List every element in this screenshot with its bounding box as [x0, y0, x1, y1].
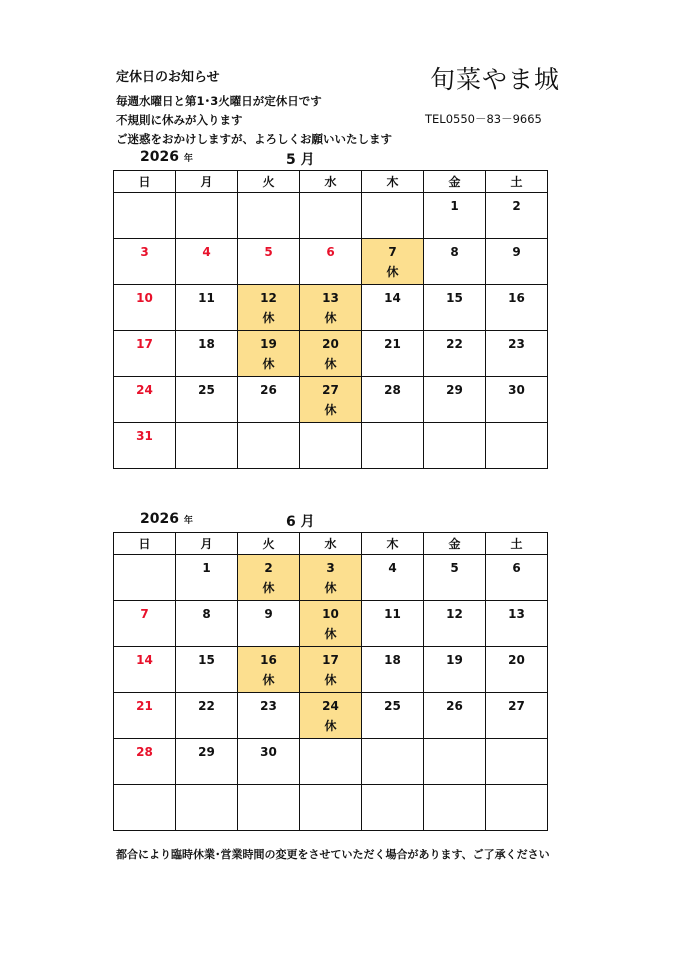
day-number: 16 — [260, 653, 277, 667]
weekday-header: 水 — [300, 533, 362, 555]
day-cell — [486, 555, 548, 601]
empty-day-cell — [300, 739, 362, 785]
note-line-2: 不規則に休みが入ります — [116, 113, 243, 127]
closed-mark: 休 — [324, 357, 337, 371]
day-cell — [114, 239, 176, 285]
day-number: 6 — [326, 245, 335, 259]
day-number: 17 — [322, 653, 339, 667]
day-cell — [114, 423, 176, 469]
day-number: 4 — [388, 561, 397, 575]
empty-day-cell — [362, 423, 424, 469]
notice-title: 定休日のお知らせ — [116, 70, 220, 85]
day-cell — [486, 193, 548, 239]
day-cell — [486, 377, 548, 423]
day-number: 19 — [260, 337, 277, 351]
closed-mark: 休 — [262, 357, 275, 371]
week-row — [114, 423, 548, 469]
day-cell — [300, 555, 362, 601]
day-cell — [176, 377, 238, 423]
day-cell — [300, 647, 362, 693]
day-number: 25 — [198, 383, 215, 397]
day-cell — [300, 331, 362, 377]
day-cell — [114, 285, 176, 331]
day-number: 31 — [136, 429, 153, 443]
week-row — [114, 785, 548, 831]
closed-mark: 休 — [324, 627, 337, 641]
day-cell — [486, 285, 548, 331]
calendar-june — [113, 532, 548, 831]
day-number: 3 — [326, 561, 335, 575]
empty-day-cell — [362, 193, 424, 239]
day-cell — [362, 285, 424, 331]
day-cell — [300, 285, 362, 331]
weekday-header-row — [114, 533, 548, 555]
day-number: 14 — [136, 653, 153, 667]
weekday-header: 月 — [176, 171, 238, 193]
week-row — [114, 285, 548, 331]
closed-mark: 休 — [386, 265, 399, 279]
day-cell — [238, 601, 300, 647]
empty-day-cell — [238, 785, 300, 831]
day-cell — [486, 331, 548, 377]
empty-day-cell — [424, 739, 486, 785]
week-row — [114, 377, 548, 423]
day-number: 26 — [446, 699, 463, 713]
day-cell — [362, 601, 424, 647]
weekday-header: 金 — [424, 533, 486, 555]
weekday-header-row — [114, 171, 548, 193]
month-unit: 月 — [300, 514, 315, 530]
day-number: 6 — [512, 561, 521, 575]
day-number: 17 — [136, 337, 153, 351]
day-number: 2 — [512, 199, 521, 213]
month-unit: 月 — [300, 152, 315, 168]
empty-day-cell — [362, 739, 424, 785]
closed-mark: 休 — [324, 673, 337, 687]
year-unit: 年 — [183, 154, 193, 164]
day-cell — [486, 693, 548, 739]
note-line-3: ご迷惑をおかけしますが、よろしくお願いいたします — [116, 132, 392, 146]
empty-day-cell — [300, 193, 362, 239]
closed-mark: 休 — [324, 719, 337, 733]
year-value: 2026 — [140, 149, 179, 165]
day-number: 13 — [508, 607, 525, 621]
day-cell — [114, 601, 176, 647]
week-row — [114, 693, 548, 739]
closed-mark: 休 — [262, 581, 275, 595]
empty-day-cell — [424, 785, 486, 831]
day-number: 21 — [136, 699, 153, 713]
day-cell — [176, 601, 238, 647]
day-cell — [424, 693, 486, 739]
week-row — [114, 555, 548, 601]
day-number: 15 — [198, 653, 215, 667]
empty-day-cell — [424, 423, 486, 469]
weekday-header: 火 — [238, 533, 300, 555]
day-cell — [176, 331, 238, 377]
day-cell — [114, 377, 176, 423]
empty-day-cell — [238, 423, 300, 469]
day-number: 7 — [140, 607, 149, 621]
day-cell — [176, 693, 238, 739]
empty-day-cell — [300, 785, 362, 831]
empty-day-cell — [486, 785, 548, 831]
weekday-header: 日 — [114, 171, 176, 193]
day-cell — [114, 331, 176, 377]
weekday-header: 金 — [424, 171, 486, 193]
day-number: 2 — [264, 561, 273, 575]
day-cell — [300, 377, 362, 423]
day-cell — [238, 239, 300, 285]
day-cell — [362, 377, 424, 423]
day-number: 12 — [260, 291, 277, 305]
empty-day-cell — [114, 785, 176, 831]
weekday-header: 土 — [486, 533, 548, 555]
day-cell — [362, 331, 424, 377]
day-cell — [176, 739, 238, 785]
month-value: 5 — [286, 152, 296, 168]
day-number: 21 — [384, 337, 401, 351]
week-row — [114, 239, 548, 285]
weekday-header: 火 — [238, 171, 300, 193]
week-row — [114, 601, 548, 647]
day-cell — [486, 647, 548, 693]
year-value: 2026 — [140, 511, 179, 527]
empty-day-cell — [300, 423, 362, 469]
day-cell — [300, 239, 362, 285]
weekday-header: 月 — [176, 533, 238, 555]
day-number: 9 — [264, 607, 273, 621]
day-number: 27 — [322, 383, 339, 397]
week-row — [114, 193, 548, 239]
day-cell — [300, 601, 362, 647]
may-month-label — [286, 149, 315, 169]
day-cell — [362, 647, 424, 693]
day-number: 28 — [136, 745, 153, 759]
day-number: 29 — [446, 383, 463, 397]
day-cell — [114, 693, 176, 739]
closed-mark: 休 — [324, 403, 337, 417]
day-number: 8 — [202, 607, 211, 621]
day-cell — [424, 647, 486, 693]
note-line-1: 毎週水曜日と第1･3火曜日が定休日です — [116, 94, 322, 108]
day-cell — [176, 555, 238, 601]
day-number: 15 — [446, 291, 463, 305]
day-cell — [176, 285, 238, 331]
day-number: 22 — [198, 699, 215, 713]
week-row — [114, 647, 548, 693]
day-cell — [362, 555, 424, 601]
day-number: 14 — [384, 291, 401, 305]
day-number: 30 — [508, 383, 525, 397]
day-number: 9 — [512, 245, 521, 259]
weekday-header: 木 — [362, 171, 424, 193]
empty-day-cell — [238, 193, 300, 239]
day-number: 26 — [260, 383, 277, 397]
weekday-header: 木 — [362, 533, 424, 555]
day-number: 18 — [384, 653, 401, 667]
empty-day-cell — [176, 193, 238, 239]
day-number: 18 — [198, 337, 215, 351]
weekday-header: 水 — [300, 171, 362, 193]
day-number: 4 — [202, 245, 211, 259]
day-cell — [238, 693, 300, 739]
day-number: 23 — [508, 337, 525, 351]
day-number: 7 — [388, 245, 397, 259]
day-number: 20 — [322, 337, 339, 351]
day-number: 25 — [384, 699, 401, 713]
day-cell — [424, 377, 486, 423]
day-cell — [114, 739, 176, 785]
empty-day-cell — [114, 193, 176, 239]
calendar-may — [113, 170, 548, 469]
day-number: 11 — [384, 607, 401, 621]
phone-number: TEL0550－83－9665 — [425, 112, 542, 126]
day-number: 28 — [384, 383, 401, 397]
june-year-label — [140, 511, 193, 527]
may-year-label — [140, 149, 193, 165]
day-number: 10 — [322, 607, 339, 621]
day-number: 22 — [446, 337, 463, 351]
day-number: 16 — [508, 291, 525, 305]
day-number: 5 — [450, 561, 459, 575]
day-cell — [238, 555, 300, 601]
empty-day-cell — [176, 423, 238, 469]
day-number: 29 — [198, 745, 215, 759]
day-number: 24 — [136, 383, 153, 397]
week-row — [114, 331, 548, 377]
day-cell — [424, 285, 486, 331]
day-number: 10 — [136, 291, 153, 305]
day-cell — [238, 377, 300, 423]
empty-day-cell — [486, 739, 548, 785]
day-number: 11 — [198, 291, 215, 305]
shop-name: 旬菜やま城 — [430, 65, 561, 94]
day-number: 8 — [450, 245, 459, 259]
june-month-label — [286, 511, 315, 531]
empty-day-cell — [486, 423, 548, 469]
day-cell — [424, 601, 486, 647]
day-cell — [238, 647, 300, 693]
closed-mark: 休 — [324, 581, 337, 595]
day-cell — [362, 239, 424, 285]
day-cell — [424, 193, 486, 239]
empty-day-cell — [176, 785, 238, 831]
day-number: 19 — [446, 653, 463, 667]
week-row — [114, 739, 548, 785]
footer-note: 都合により臨時休業･営業時間の変更をさせていただく場合があります、ご了承ください — [116, 848, 550, 861]
day-number: 30 — [260, 745, 277, 759]
day-number: 13 — [322, 291, 339, 305]
day-number: 1 — [202, 561, 211, 575]
closed-mark: 休 — [262, 311, 275, 325]
empty-day-cell — [114, 555, 176, 601]
day-number: 1 — [450, 199, 459, 213]
day-cell — [176, 239, 238, 285]
day-cell — [486, 601, 548, 647]
day-cell — [114, 647, 176, 693]
month-value: 6 — [286, 514, 296, 530]
day-cell — [238, 331, 300, 377]
empty-day-cell — [362, 785, 424, 831]
day-number: 24 — [322, 699, 339, 713]
day-cell — [424, 239, 486, 285]
day-cell — [300, 693, 362, 739]
day-cell — [362, 693, 424, 739]
day-number: 3 — [140, 245, 149, 259]
year-unit: 年 — [183, 516, 193, 526]
day-cell — [424, 331, 486, 377]
day-cell — [238, 285, 300, 331]
day-cell — [238, 739, 300, 785]
day-cell — [176, 647, 238, 693]
day-number: 27 — [508, 699, 525, 713]
closed-mark: 休 — [262, 673, 275, 687]
day-cell — [486, 239, 548, 285]
weekday-header: 土 — [486, 171, 548, 193]
closed-mark: 休 — [324, 311, 337, 325]
day-cell — [424, 555, 486, 601]
day-number: 5 — [264, 245, 273, 259]
day-number: 23 — [260, 699, 277, 713]
weekday-header: 日 — [114, 533, 176, 555]
day-number: 20 — [508, 653, 525, 667]
day-number: 12 — [446, 607, 463, 621]
